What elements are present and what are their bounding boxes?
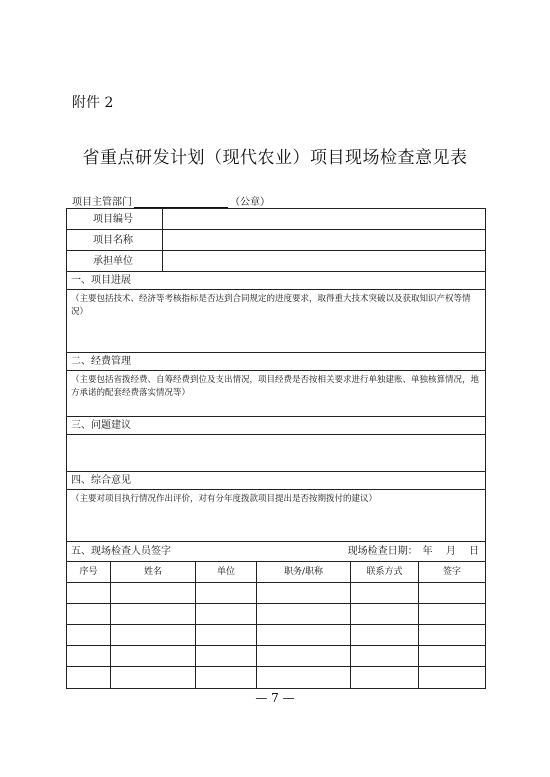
section-note: （主要包括省拨经费、自筹经费到位及支出情况，项目经费是否按相关要求进行单独建账、单独核算情况，地方承诺的配套经费落实情况等）: [71, 375, 480, 398]
section-heading: 四、综合意见: [67, 472, 485, 490]
signature-row: [67, 625, 485, 646]
dept-label: 项目主管部门: [72, 197, 132, 208]
cell[interactable]: [257, 646, 351, 666]
cell[interactable]: [111, 646, 196, 666]
col-header: 单位: [196, 562, 257, 582]
cell[interactable]: [67, 667, 111, 688]
cell[interactable]: [351, 667, 419, 688]
cell[interactable]: [111, 583, 196, 603]
section-funds: [67, 353, 485, 417]
col-header: 签字: [442, 567, 461, 577]
inspection-date-label: 现场检查日期： 年 月 日: [347, 546, 479, 557]
section-note: （主要对项目执行情况作出评价，对有分年度拨款项目提出是否按期拨付的建议）: [71, 494, 378, 504]
cell[interactable]: [196, 667, 257, 688]
cell[interactable]: [351, 646, 419, 666]
cell[interactable]: [196, 604, 257, 624]
signature-row: [67, 604, 485, 625]
section-heading: 一、项目进展: [67, 272, 485, 290]
cell[interactable]: [67, 583, 111, 603]
cell[interactable]: [196, 583, 257, 603]
info-label: 项目编号: [67, 209, 163, 229]
dept-line: [72, 193, 270, 208]
cell[interactable]: [257, 625, 351, 645]
page-number: — 7 —: [255, 691, 295, 705]
cell[interactable]: [419, 667, 485, 688]
cell[interactable]: [419, 646, 485, 666]
info-label: 项目名称: [67, 230, 163, 250]
cell[interactable]: [67, 625, 111, 645]
signature-heading: 五、现场检查人员签字: [71, 546, 171, 557]
signature-heading-row: [67, 542, 485, 562]
section-funds-field[interactable]: [67, 371, 485, 400]
cell[interactable]: [67, 646, 111, 666]
signature-row: [67, 646, 485, 667]
cell[interactable]: [111, 604, 196, 624]
section-heading: 三、问题建议: [67, 417, 485, 435]
attachment-label: 附件 2: [72, 95, 114, 111]
info-row-name: [67, 230, 485, 251]
dept-blank[interactable]: [134, 196, 228, 208]
project-name-field[interactable]: [163, 230, 485, 250]
undertaking-unit-field[interactable]: [163, 251, 485, 271]
project-number-field[interactable]: [163, 209, 485, 229]
section-progress-field[interactable]: [67, 290, 485, 319]
col-header: 序号: [67, 562, 111, 582]
col-header: 姓名: [111, 562, 196, 582]
cell[interactable]: [419, 583, 485, 603]
cell[interactable]: [351, 604, 419, 624]
cell[interactable]: [257, 583, 351, 603]
section-progress: [67, 272, 485, 353]
section-suggestions-field[interactable]: [67, 435, 485, 438]
signature-row: [67, 667, 485, 688]
section-heading: 二、经费管理: [67, 353, 485, 371]
section-suggestions: [67, 417, 485, 472]
info-label: 承担单位: [67, 251, 163, 271]
cell[interactable]: [196, 625, 257, 645]
section-note: （主要包括技术、经济等考核指标是否达到合同规定的进度要求，取得重大技术突破以及获取知识产权等情况）: [71, 294, 471, 317]
cell[interactable]: [67, 604, 111, 624]
section-opinion: [67, 472, 485, 542]
cell[interactable]: [111, 625, 196, 645]
cell[interactable]: [351, 625, 419, 645]
info-row-number: [67, 209, 485, 230]
cell[interactable]: [196, 646, 257, 666]
seal-label: （公章）: [230, 197, 270, 208]
signature-row: [67, 583, 485, 604]
section-opinion-field[interactable]: [67, 490, 485, 506]
col-header: 联系方式: [351, 562, 419, 582]
cell[interactable]: [351, 583, 419, 603]
cell[interactable]: [419, 604, 485, 624]
cell[interactable]: [111, 667, 196, 688]
col-header: 职务/职称: [257, 562, 351, 582]
cell[interactable]: [419, 625, 485, 645]
signature-header-row: [67, 562, 485, 583]
form-title: 省重点研发计划（现代农业）项目现场检查意见表: [82, 148, 468, 168]
info-row-unit: [67, 251, 485, 272]
cell[interactable]: [257, 667, 351, 688]
cell[interactable]: [257, 604, 351, 624]
inspection-form: [66, 208, 486, 689]
